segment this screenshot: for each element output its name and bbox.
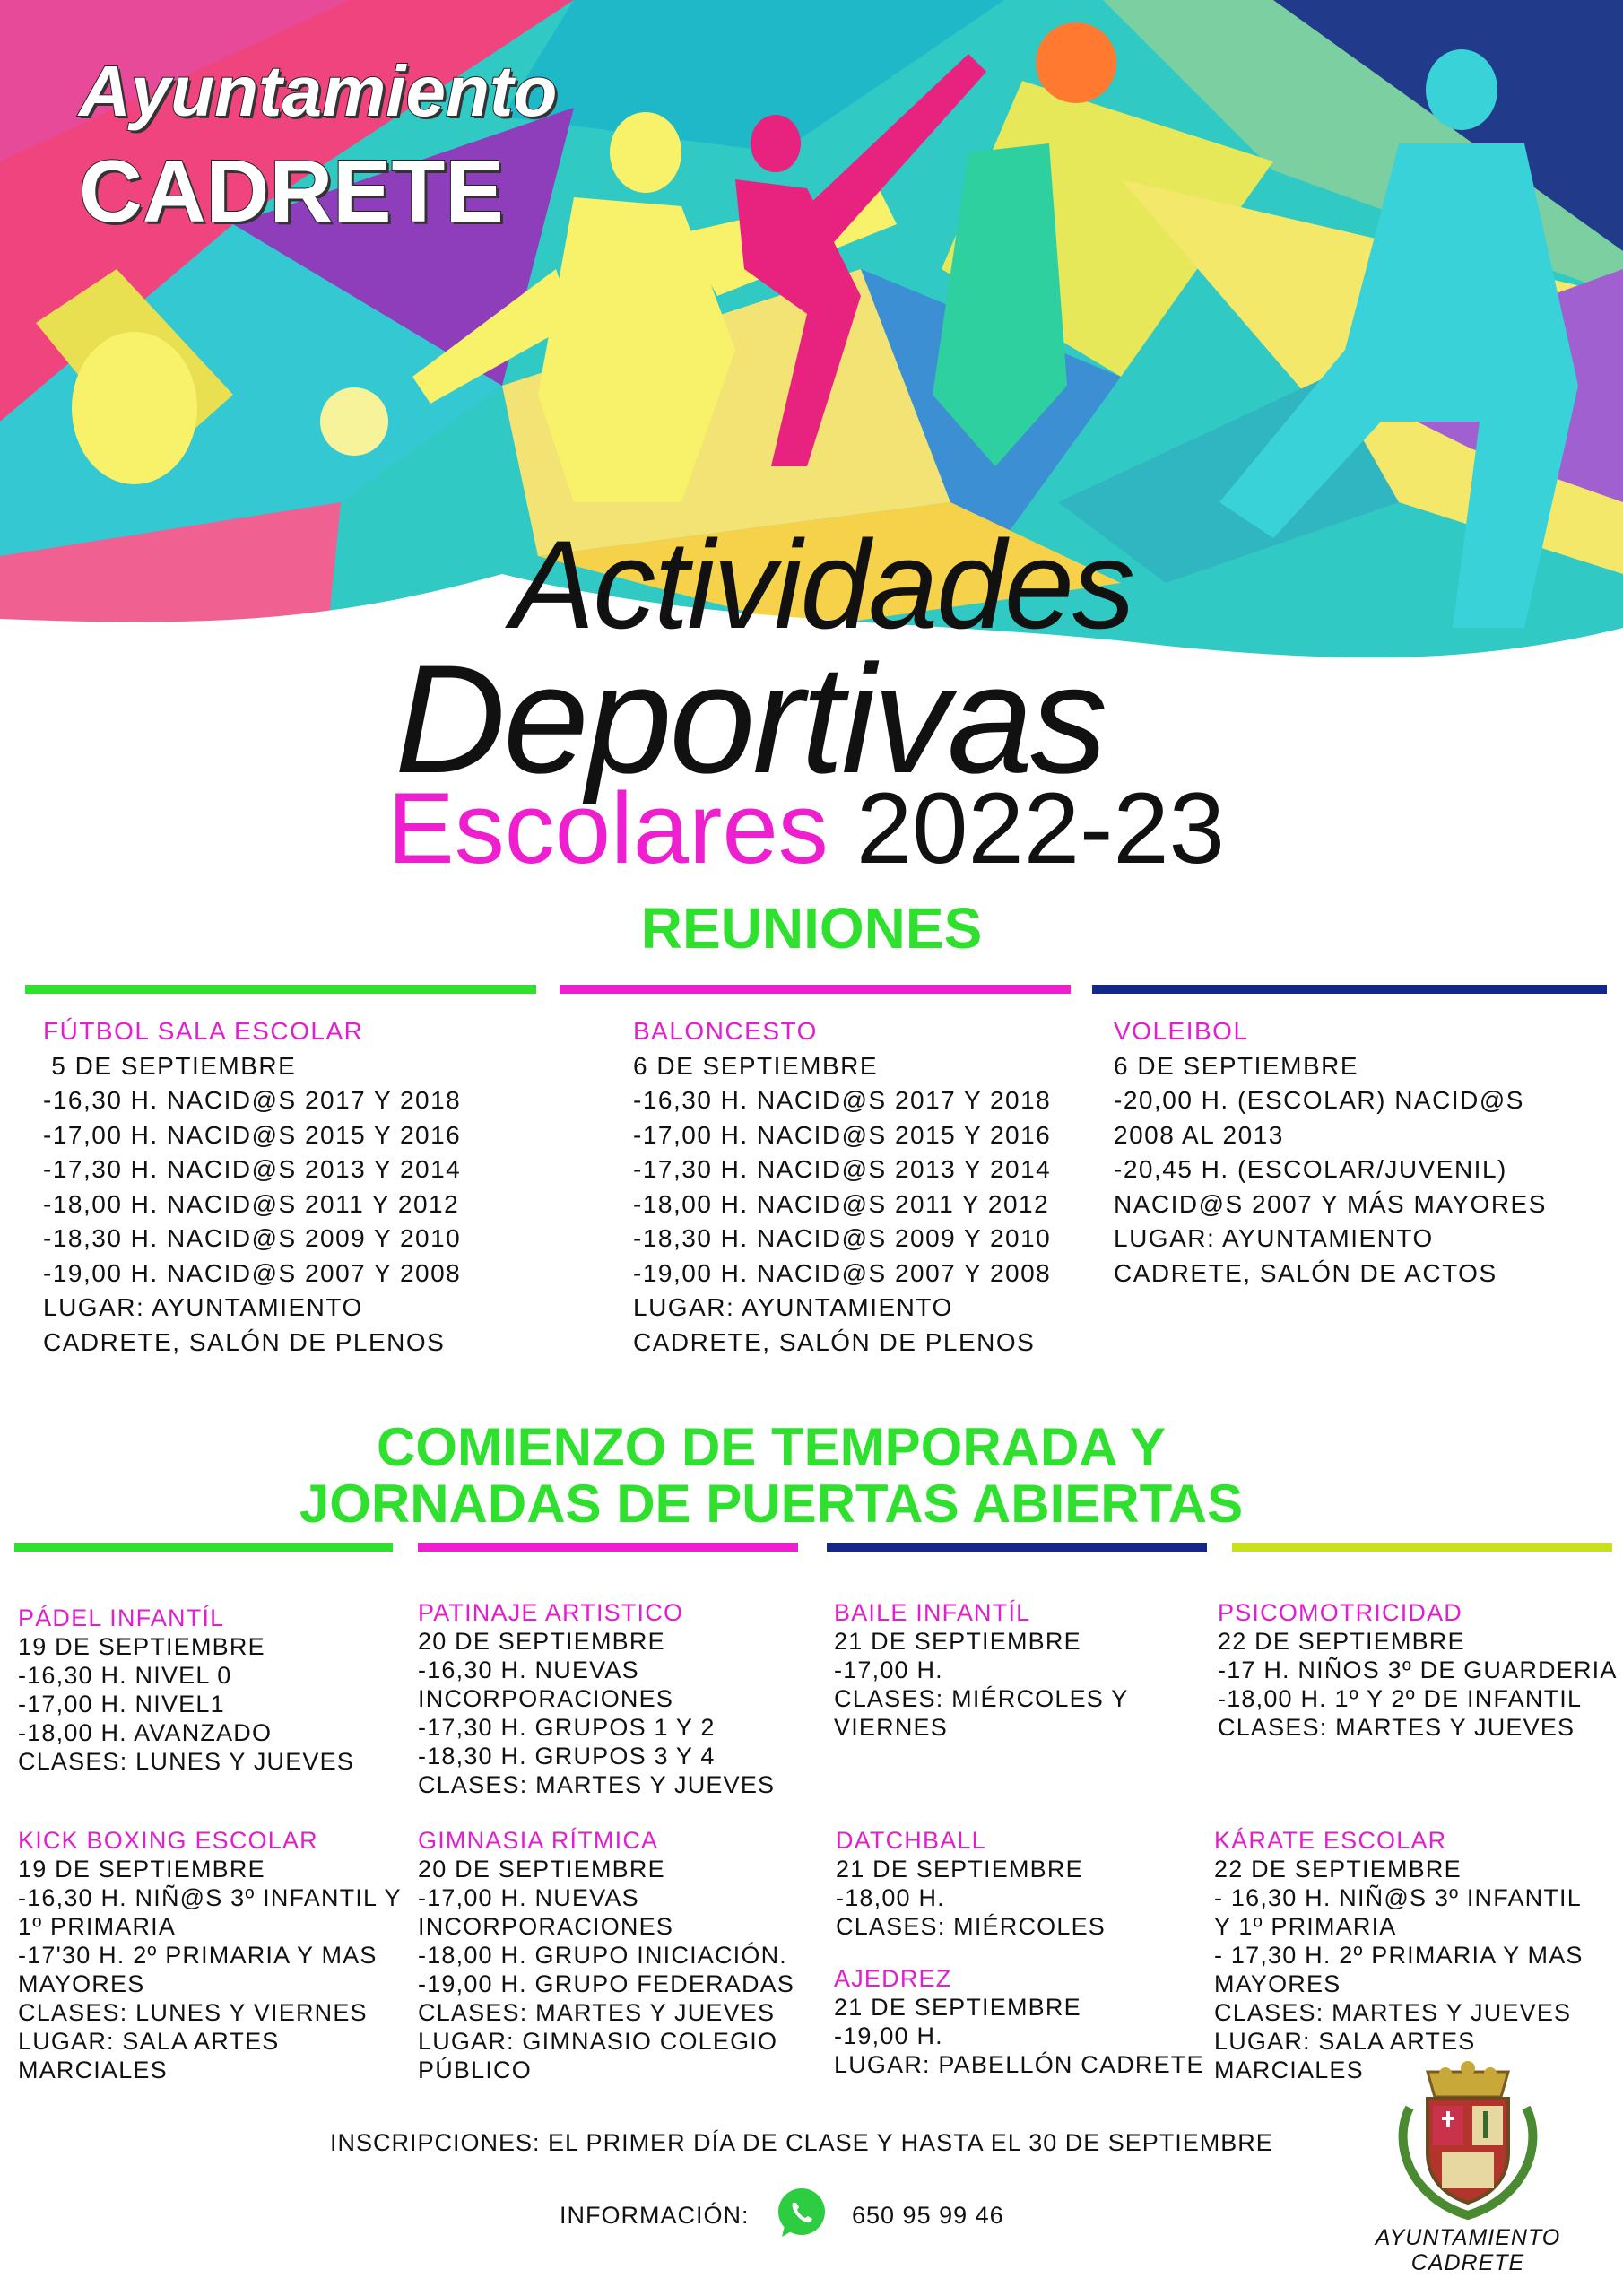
reuniones-title: REUNIONES	[640, 896, 983, 961]
block-line: 20 DE SEPTIEMBRE	[418, 1628, 665, 1655]
block-line: -17,30 H. GRUPOS 1 Y 2	[418, 1714, 716, 1741]
block-line: VIERNES	[834, 1714, 948, 1741]
block-psicomotricidad-head: PSICOMOTRICIDAD	[1218, 1599, 1463, 1626]
block-line: MAYORES	[18, 1970, 145, 1997]
reunion-line: 2008 AL 2013	[1114, 1120, 1284, 1149]
block-line: -17,00 H. NUEVAS	[418, 1884, 639, 1911]
block-line: MAYORES	[1214, 1970, 1341, 1997]
block-line: 21 DE SEPTIEMBRE	[834, 1628, 1081, 1655]
coat-of-arms-icon	[1392, 2054, 1544, 2224]
reunion-line: -16,30 H. NACID@S 2017 Y 2018	[633, 1086, 1052, 1114]
block-gimnasia-head: GIMNASIA RÍTMICA	[418, 1827, 659, 1854]
reunion-line: -17,30 H. NACID@S 2013 Y 2014	[43, 1155, 462, 1183]
reunion-futbol-head: FÚTBOL SALA ESCOLAR	[43, 1017, 364, 1045]
town-line1: Ayuntamiento	[79, 51, 558, 131]
block-line: 22 DE SEPTIEMBRE	[1214, 1856, 1462, 1883]
title-escolares-word: Escolares	[387, 772, 829, 884]
block-line: LUGAR: PABELLÓN CADRETE	[834, 2051, 1204, 2078]
reunion-line: -18,30 H. NACID@S 2009 Y 2010	[633, 1224, 1052, 1252]
reunion-line: -20,00 H. (ESCOLAR) NACID@S	[1114, 1086, 1524, 1114]
divider-green-2	[14, 1543, 393, 1552]
block-padel-head: PÁDEL INFANTÍL	[18, 1605, 225, 1631]
divider-green	[25, 985, 536, 994]
town-line2: CADRETE	[79, 142, 504, 240]
block-line: 22 DE SEPTIEMBRE	[1218, 1628, 1465, 1655]
block-line: - 16,30 H. NIÑ@S 3º INFANTIL	[1214, 1884, 1582, 1911]
reunion-line: CADRETE, SALÓN DE ACTOS	[1114, 1258, 1497, 1287]
block-line: -16,30 H. NUEVAS	[418, 1657, 639, 1683]
block-line: -17'30 H. 2º PRIMARIA Y MAS	[18, 1942, 378, 1969]
block-line: -18,00 H. 1º Y 2º DE INFANTIL	[1218, 1685, 1583, 1712]
block-line: INCORPORACIONES	[418, 1685, 674, 1712]
reunion-line: 5 DE SEPTIEMBRE	[43, 1051, 297, 1080]
reunion-baloncesto-head: BALONCESTO	[633, 1017, 818, 1045]
town-heading	[79, 51, 558, 240]
block-gimnasia	[418, 1826, 794, 2084]
block-line: MARCIALES	[1214, 2057, 1364, 2083]
block-line: 21 DE SEPTIEMBRE	[834, 1994, 1081, 2021]
block-datchball	[836, 1826, 1106, 1941]
crest-caption	[1363, 2225, 1573, 2275]
block-line: LUGAR: GIMNASIO COLEGIO	[418, 2028, 778, 2055]
block-line: 1º PRIMARIA	[18, 1913, 177, 1940]
block-line: -17,00 H.	[834, 1657, 943, 1683]
reunion-line: 6 DE SEPTIEMBRE	[633, 1051, 879, 1080]
block-line: Y 1º PRIMARIA	[1214, 1913, 1397, 1940]
block-line: CLASES: MIÉRCOLES Y	[834, 1685, 1129, 1712]
info-label: INFORMACIÓN:	[560, 2202, 750, 2229]
block-kickboxing-head: KICK BOXING ESCOLAR	[18, 1827, 318, 1854]
reunion-line: -19,00 H. NACID@S 2007 Y 2008	[633, 1258, 1052, 1287]
whatsapp-icon	[773, 2185, 830, 2242]
reunion-line: 6 DE SEPTIEMBRE	[1114, 1051, 1359, 1080]
block-padel	[18, 1604, 354, 1776]
block-baile-head: BAILE INFANTÍL	[834, 1599, 1031, 1626]
divider-navy	[1092, 985, 1607, 994]
block-line: -18,00 H.	[836, 1884, 945, 1911]
inscripciones-text: INSCRIPCIONES: EL PRIMER DÍA DE CLASE Y HASTA EL 30 DE SEPTIEMBRE	[330, 2129, 1273, 2156]
block-line: 19 DE SEPTIEMBRE	[18, 1856, 265, 1883]
block-line: CLASES: MARTES Y JUEVES	[1214, 1999, 1572, 2026]
block-line: CLASES: MARTES Y JUEVES	[418, 1771, 776, 1798]
block-karate-head: KÁRATE ESCOLAR	[1214, 1827, 1447, 1854]
block-psicomotricidad	[1218, 1598, 1618, 1742]
reunion-line: -19,00 H. NACID@S 2007 Y 2008	[43, 1258, 462, 1287]
block-line: -16,30 H. NIÑ@S 3º INFANTIL Y	[18, 1884, 402, 1911]
block-line: CLASES: MIÉRCOLES	[836, 1913, 1106, 1940]
reunion-line: LUGAR: AYUNTAMIENTO	[633, 1293, 953, 1321]
crest-caption-line1: AYUNTAMIENTO	[1375, 2225, 1561, 2250]
reunion-line: NACID@S 2007 Y MÁS MAYORES	[1114, 1189, 1547, 1218]
reunion-line: CADRETE, SALÓN DE PLENOS	[43, 1327, 446, 1356]
divider-lime-2	[1232, 1543, 1612, 1552]
block-patinaje-head: PATINAJE ARTISTICO	[418, 1599, 684, 1626]
comienzo-title-line2: JORNADAS DE PUERTAS ABIERTAS	[299, 1474, 1244, 1534]
block-patinaje	[418, 1598, 775, 1799]
reunion-voleibol	[1114, 1014, 1547, 1291]
block-line: -17,00 H. NIVEL1	[18, 1691, 225, 1718]
block-line: 21 DE SEPTIEMBRE	[836, 1856, 1083, 1883]
block-line: CLASES: LUNES Y JUEVES	[18, 1748, 355, 1775]
block-line: PÚBLICO	[418, 2057, 532, 2083]
reunion-line: LUGAR: AYUNTAMIENTO	[1114, 1224, 1434, 1252]
block-line: LUGAR: SALA ARTES	[1214, 2028, 1476, 2055]
reunion-line: -17,30 H. NACID@S 2013 Y 2014	[633, 1155, 1052, 1183]
reunion-line: -17,00 H. NACID@S 2015 Y 2016	[43, 1120, 462, 1149]
reunion-line: -20,45 H. (ESCOLAR/JUVENIL)	[1114, 1155, 1507, 1183]
block-line: -16,30 H. NIVEL 0	[18, 1662, 232, 1689]
block-line: INCORPORACIONES	[418, 1913, 674, 1940]
block-line: -19,00 H. GRUPO FEDERADAS	[418, 1970, 795, 1997]
reunion-line: CADRETE, SALÓN DE PLENOS	[633, 1327, 1036, 1356]
divider-pink-2	[418, 1543, 798, 1552]
reunion-line: -18,00 H. NACID@S 2011 Y 2012	[43, 1189, 460, 1218]
reunion-line: -16,30 H. NACID@S 2017 Y 2018	[43, 1086, 462, 1114]
block-datchball-head: DATCHBALL	[836, 1827, 986, 1854]
block-line: MARCIALES	[18, 2057, 168, 2083]
block-baile	[834, 1598, 1128, 1742]
divider-navy-2	[827, 1543, 1207, 1552]
title-deportivas: Deportivas	[395, 633, 1106, 805]
title-actividades: Actividades	[511, 514, 1133, 655]
block-line: CLASES: MARTES Y JUEVES	[418, 1999, 776, 2026]
reunion-voleibol-head: VOLEIBOL	[1114, 1017, 1249, 1045]
block-line: 20 DE SEPTIEMBRE	[418, 1856, 665, 1883]
block-ajedrez	[834, 1964, 1204, 2079]
block-karate	[1214, 1826, 1584, 2084]
block-line: -18,00 H. GRUPO INICIACIÓN.	[418, 1942, 787, 1969]
block-line: LUGAR: SALA ARTES	[18, 2028, 280, 2055]
block-line: -18,00 H. AVANZADO	[18, 1719, 273, 1746]
block-line: - 17,30 H. 2º PRIMARIA Y MAS	[1214, 1942, 1584, 1969]
block-line: CLASES: MARTES Y JUEVES	[1218, 1714, 1575, 1741]
title-year: 2022-23	[855, 772, 1225, 884]
phone-number[interactable]: 650 95 99 46	[852, 2202, 1004, 2229]
reunion-line: -18,00 H. NACID@S 2011 Y 2012	[633, 1189, 1050, 1218]
reunion-line: -18,30 H. NACID@S 2009 Y 2010	[43, 1224, 462, 1252]
reunion-line: LUGAR: AYUNTAMIENTO	[43, 1293, 363, 1321]
crest-caption-line2: CADRETE	[1410, 2250, 1525, 2275]
reunion-baloncesto	[633, 1014, 1051, 1360]
comienzo-title	[143, 1419, 1399, 1532]
comienzo-title-line1: COMIENZO DE TEMPORADA Y	[376, 1417, 1167, 1477]
block-line: -18,30 H. GRUPOS 3 Y 4	[418, 1743, 716, 1770]
block-line: CLASES: LUNES Y VIERNES	[18, 1999, 368, 2026]
reunion-line: -17,00 H. NACID@S 2015 Y 2016	[633, 1120, 1052, 1149]
title-escolares	[387, 772, 1225, 884]
divider-pink	[560, 985, 1071, 994]
block-ajedrez-head: AJEDREZ	[834, 1965, 952, 1992]
reunion-futbol	[43, 1014, 461, 1360]
block-line: -19,00 H.	[834, 2022, 943, 2049]
block-kickboxing	[18, 1826, 402, 2084]
block-line: 19 DE SEPTIEMBRE	[18, 1633, 265, 1660]
block-line: -17 H. NIÑOS 3º DE GUARDERIA	[1218, 1657, 1618, 1683]
